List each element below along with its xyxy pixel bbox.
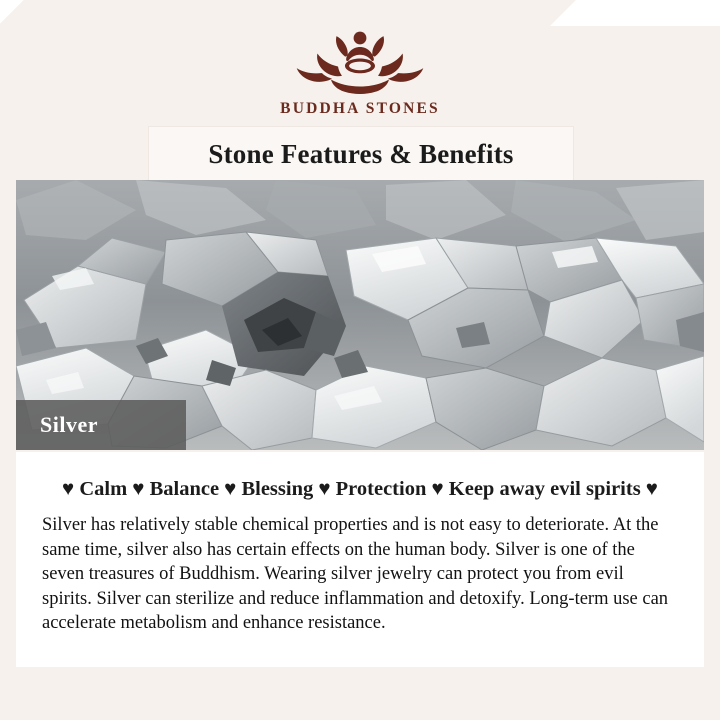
footer-strip: [0, 668, 720, 720]
page-title: Stone Features & Benefits: [208, 138, 514, 169]
brand-name: BUDDHA STONES: [280, 100, 440, 117]
corner-decoration-top-left: [0, 0, 24, 24]
lotus-meditation-icon: [275, 22, 445, 96]
stone-name-badge: [16, 400, 186, 450]
brand-logo: [0, 22, 720, 118]
stone-keywords: ♥ Calm ♥ Balance ♥ Blessing ♥ Protection ♥ Keep away evil spirits ♥: [62, 478, 658, 500]
stone-description-panel: [16, 452, 704, 667]
section-title-banner: [148, 126, 574, 182]
stone-name: Silver: [40, 412, 98, 437]
stone-description: Silver has relatively stable chemical properties and is not easy to deteriorate. At the same time, silver also has certain effects on the human body. Silver is one of the seven treasures of Buddhism. Wearing silver jewelry can protect you from evil spirits. Silver can sterilize and reduce inflammation and detoxify. Long-term use can accelerate metabolism and enhance resistance.: [42, 515, 669, 634]
